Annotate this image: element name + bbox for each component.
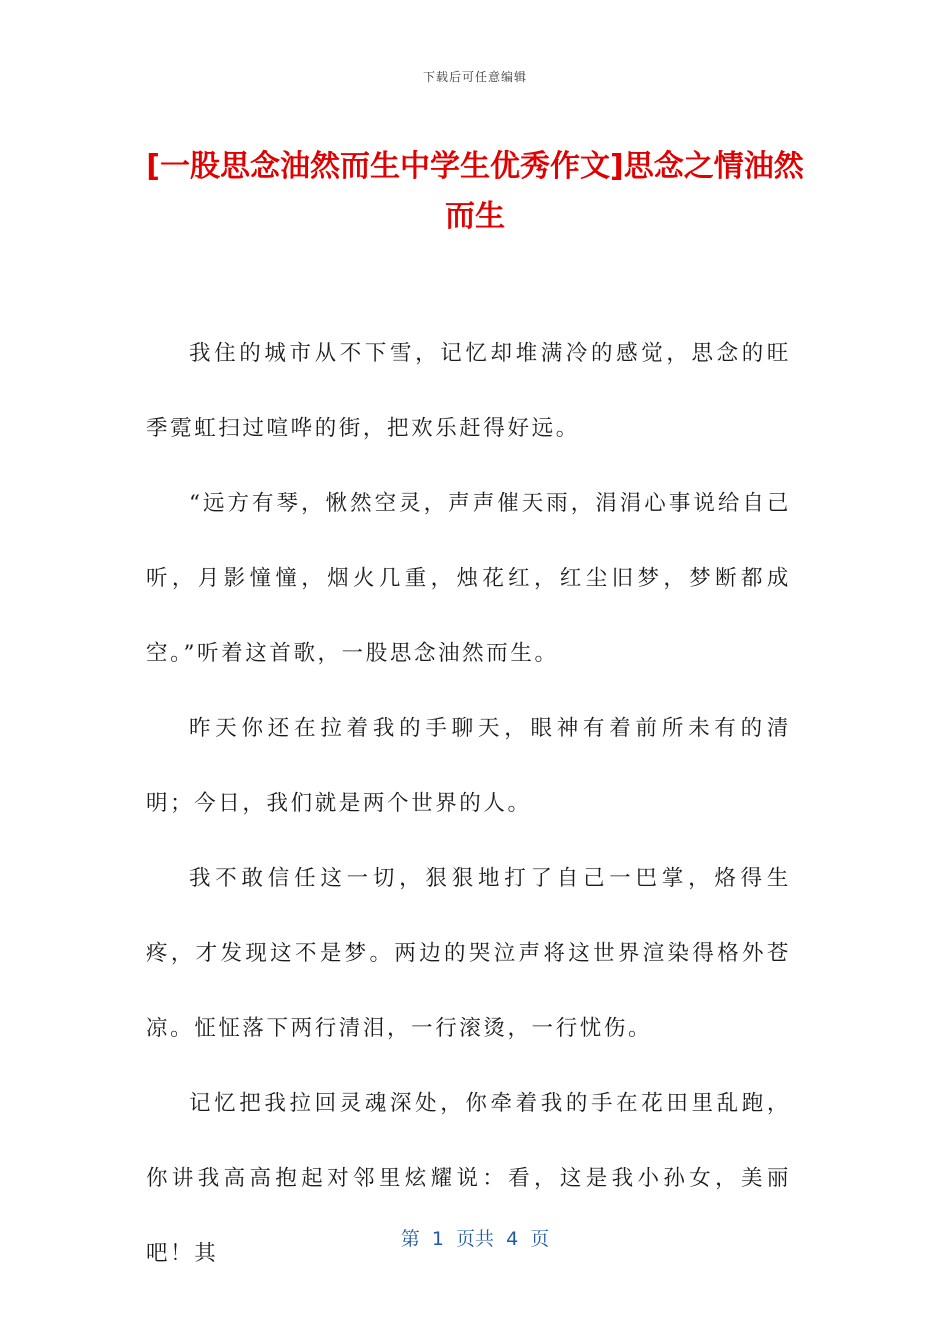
document-body — [146, 316, 791, 1291]
page-number-footer: 第 1 页共 4 页 — [400, 1228, 550, 1250]
paragraph-1: 我住的城市从不下雪，记忆却堆满冷的感觉，思念的旺季霓虹扫过喧哗的街，把欢乐赶得好远。 — [146, 341, 791, 441]
paragraph-4: 我不敢信任这一切，狠狠地打了自己一巴掌，烙得生疼，才发现这不是梦。两边的哭泣声将这世界渲染得格外苍凉。怔怔落下两行清泪，一行滚烫，一行忧伤。 — [146, 866, 791, 1041]
header-note: 下载后可任意编辑 — [422, 70, 527, 84]
paragraph-3: 昨天你还在拉着我的手聊天，眼神有着前所未有的清明；今日，我们就是两个世界的人。 — [146, 716, 791, 816]
paragraph-5: 记忆把我拉回灵魂深处，你牵着我的手在花田里乱跑，你讲我高高抱起对邻里炫耀说：看，这是我小孙女，美丽吧！其 — [146, 1091, 791, 1266]
document-title: [一股思念油然而生中学生优秀作文]思念之情油然而生 — [146, 149, 804, 234]
paragraph-2: “远方有琴，愀然空灵，声声催天雨，涓涓心事说给自己听，月影憧憧，烟火几重，烛花红，红尘旧梦，梦断都成空。”听着这首歌，一股思念油然而生。 — [146, 491, 791, 666]
